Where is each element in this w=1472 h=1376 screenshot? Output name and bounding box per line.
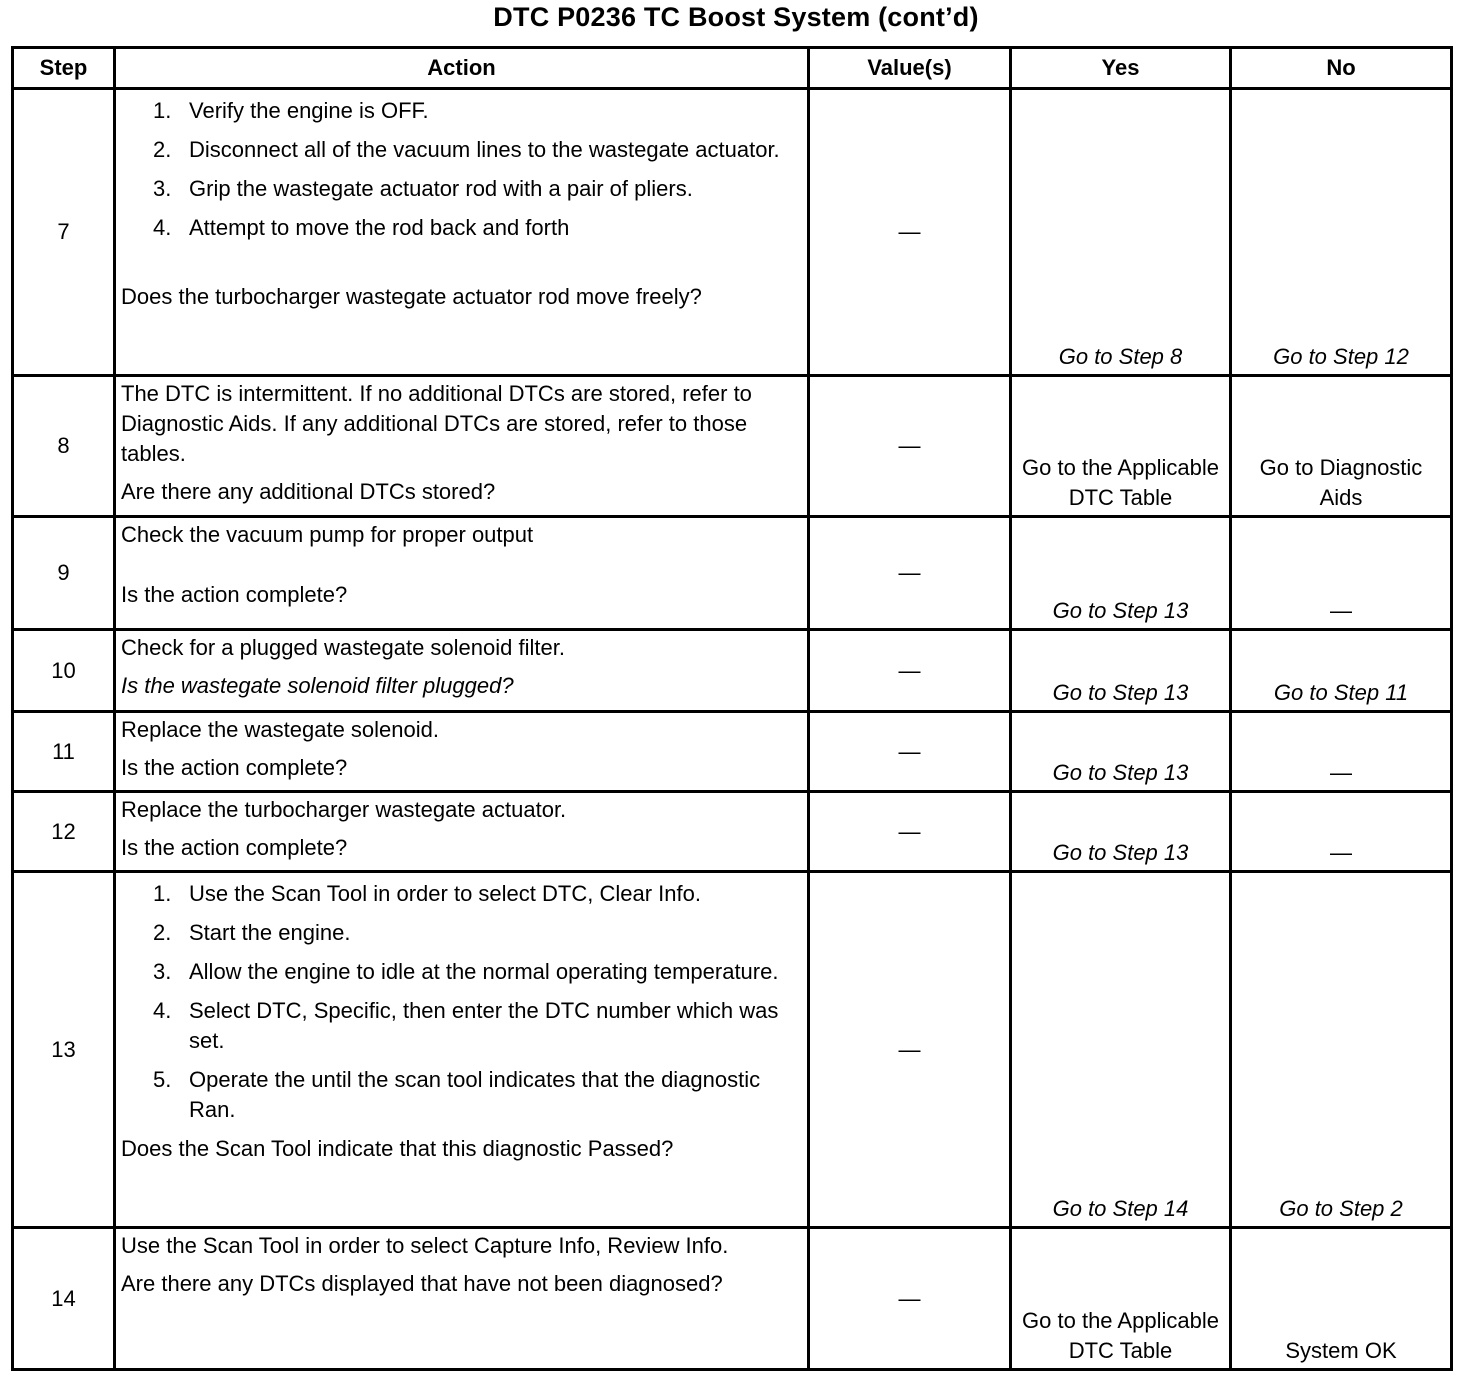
- list-item: [153, 135, 803, 165]
- value-cell: —: [809, 630, 1011, 712]
- table-row: [13, 517, 1452, 630]
- table-row: [13, 630, 1452, 712]
- table-row: [13, 792, 1452, 872]
- yes-cell: Go to Step 13: [1011, 792, 1231, 872]
- action-text: Check for a plugged wastegate solenoid filter.: [121, 635, 565, 660]
- action-cell: [115, 1228, 809, 1370]
- action-cell: [115, 630, 809, 712]
- action-list: [121, 879, 803, 1125]
- table-row: [13, 376, 1452, 517]
- list-item: [153, 957, 803, 987]
- list-item: [153, 879, 803, 909]
- value-cell: —: [809, 792, 1011, 872]
- step-number: 14: [13, 1228, 115, 1370]
- item-number: 4.: [153, 215, 172, 240]
- action-question: Are there any DTCs displayed that have not been diagnosed?: [121, 1271, 723, 1296]
- yes-cell: Go to the Applicable DTC Table: [1011, 1228, 1231, 1370]
- value-cell: —: [809, 517, 1011, 630]
- item-text: Select DTC, Specific, then enter the DTC number which was set.: [189, 998, 779, 1053]
- yes-cell: Go to Step 13: [1011, 630, 1231, 712]
- list-item: [153, 213, 803, 243]
- diagnostic-table: [11, 46, 1453, 1371]
- column-header-yes: Yes: [1011, 48, 1231, 89]
- item-number: 3.: [153, 176, 172, 201]
- list-item: [153, 174, 803, 204]
- value-cell: —: [809, 712, 1011, 792]
- list-item: [153, 1065, 803, 1125]
- item-text: Use the Scan Tool in order to select DTC, Clear Info.: [189, 881, 701, 906]
- action-cell: [115, 712, 809, 792]
- action-text: Replace the wastegate solenoid.: [121, 717, 439, 742]
- no-cell: —: [1231, 792, 1452, 872]
- action-cell: [115, 872, 809, 1228]
- table-row: [13, 89, 1452, 376]
- value-cell: —: [809, 376, 1011, 517]
- action-text: Replace the turbocharger wastegate actuator.: [121, 797, 567, 822]
- list-item: [153, 96, 803, 126]
- step-number: 9: [13, 517, 115, 630]
- list-item: [153, 918, 803, 948]
- table-row: [13, 712, 1452, 792]
- step-number: 13: [13, 872, 115, 1228]
- no-cell: —: [1231, 517, 1452, 630]
- action-question: Is the wastegate solenoid filter plugged?: [121, 673, 514, 698]
- item-number: 3.: [153, 959, 172, 984]
- action-question: Is the action complete?: [121, 835, 348, 860]
- item-number: 1.: [153, 98, 172, 123]
- item-text: Disconnect all of the vacuum lines to the wastegate actuator.: [189, 137, 780, 162]
- item-text: Attempt to move the rod back and forth: [189, 215, 570, 240]
- value-cell: —: [809, 872, 1011, 1228]
- action-question: Does the turbocharger wastegate actuator rod move freely?: [121, 284, 702, 309]
- step-number: 7: [13, 89, 115, 376]
- item-number: 4.: [153, 998, 172, 1023]
- list-item: [153, 996, 803, 1056]
- column-header-values: Value(s): [809, 48, 1011, 89]
- action-question: Is the action complete?: [121, 582, 348, 607]
- action-cell: [115, 792, 809, 872]
- no-cell: —: [1231, 712, 1452, 792]
- no-cell: System OK: [1231, 1228, 1452, 1370]
- step-number: 11: [13, 712, 115, 792]
- item-number: 5.: [153, 1067, 172, 1092]
- no-cell: Go to Step 2: [1231, 872, 1452, 1228]
- item-text: Verify the engine is OFF.: [189, 98, 429, 123]
- step-number: 10: [13, 630, 115, 712]
- item-text: Start the engine.: [189, 920, 351, 945]
- item-number: 2.: [153, 920, 172, 945]
- value-cell: —: [809, 1228, 1011, 1370]
- action-text: The DTC is intermittent. If no additional DTCs are stored, refer to Diagnostic Aids. If any additional DTCs are stored, refer to those tables.: [121, 381, 752, 466]
- action-cell: [115, 517, 809, 630]
- item-text: Grip the wastegate actuator rod with a pair of pliers.: [189, 176, 693, 201]
- column-header-step: Step: [13, 48, 115, 89]
- action-text: Use the Scan Tool in order to select Capture Info, Review Info.: [121, 1233, 729, 1258]
- column-header-action: Action: [115, 48, 809, 89]
- no-cell: Go to Step 12: [1231, 89, 1452, 376]
- item-text: Allow the engine to idle at the normal operating temperature.: [189, 959, 779, 984]
- action-question: Does the Scan Tool indicate that this diagnostic Passed?: [121, 1136, 674, 1161]
- yes-cell: Go to Step 13: [1011, 712, 1231, 792]
- yes-cell: Go to Step 14: [1011, 872, 1231, 1228]
- page-title: DTC P0236 TC Boost System (cont’d): [493, 2, 979, 32]
- action-cell: [115, 89, 809, 376]
- table-row: [13, 872, 1452, 1228]
- step-number: 8: [13, 376, 115, 517]
- yes-cell: Go to Step 13: [1011, 517, 1231, 630]
- item-number: 1.: [153, 881, 172, 906]
- item-number: 2.: [153, 137, 172, 162]
- no-cell: Go to Diagnostic Aids: [1231, 376, 1452, 517]
- action-question: Is the action complete?: [121, 755, 348, 780]
- header-row: [13, 48, 1452, 89]
- action-question: Are there any additional DTCs stored?: [121, 479, 496, 504]
- value-cell: —: [809, 89, 1011, 376]
- table-row: [13, 1228, 1452, 1370]
- no-cell: Go to Step 11: [1231, 630, 1452, 712]
- yes-cell: Go to the Applicable DTC Table: [1011, 376, 1231, 517]
- item-text: Operate the until the scan tool indicates that the diagnostic Ran.: [189, 1067, 761, 1122]
- action-list: [121, 96, 803, 243]
- action-cell: [115, 376, 809, 517]
- action-text: Check the vacuum pump for proper output: [121, 522, 534, 547]
- step-number: 12: [13, 792, 115, 872]
- yes-cell: Go to Step 8: [1011, 89, 1231, 376]
- column-header-no: No: [1231, 48, 1452, 89]
